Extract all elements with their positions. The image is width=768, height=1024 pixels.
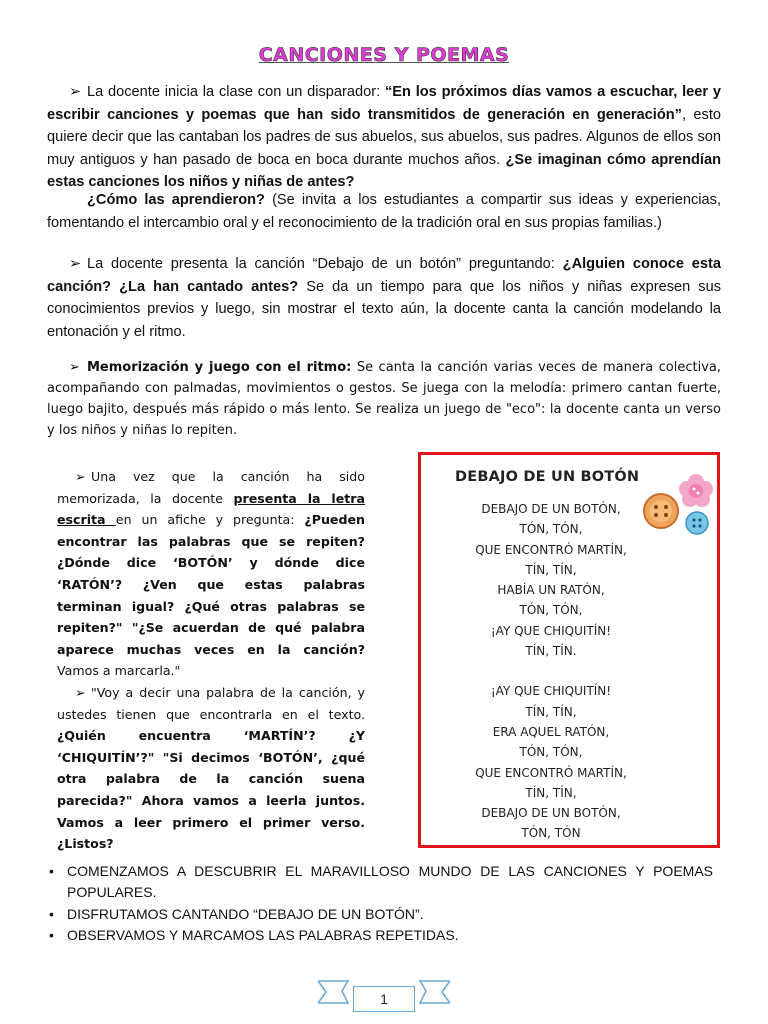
verse-line: ¡AY QUE CHIQUITÍN! [490,623,612,638]
arrow-bullet-icon: ➢ [75,469,86,484]
intro-quote: “En los próximos días vamos a escuchar, leer y escribir canciones y poemas que han sido transmitidos de generación en generación” [47,84,722,123]
verse-line: TÍN, TÍN, [525,704,577,719]
poster-verses [421,499,681,844]
verse-line: DEBAJO DE UN BOTÓN, [481,502,621,516]
stanza-gap [421,661,681,681]
activity-underlined: presenta la letra escrita [57,490,365,528]
list-item-text: DISFRUTAMOS CANTANDO “DEBAJO DE UN BOTÓN”. [67,905,424,922]
buttons-decoration-icon [639,473,717,543]
poster-title: DEBAJO DE UN BOTÓN [455,469,640,485]
list-item-text: COMENZAMOS A DESCUBRIR EL MARAVILLOSO MUNDO DE LAS CANCIONES Y POEMAS POPULARES. [67,863,713,901]
intro-explanation: , esto quiere decir que las cantaban los padres de sus abuelos, sus abuelos, sus padres. Algunos de ellos son muy antiguos y han pasado de boca en boca durante muchos años. [47,106,721,168]
bullet-dot-icon: • [49,927,54,944]
intro-text: La docente inicia la clase con un disparador: [87,84,385,100]
verse-line: TÍN, TÍN, [525,562,577,577]
activity-closing: Vamos a marcarla." [57,663,181,679]
question-paragraph [47,189,721,234]
lyrics-activity-text [57,466,365,855]
arrow-bullet-icon: ➢ [69,256,82,272]
presentation-question: ¿Alguien conoce esta canción? ¿La han cantado antes? [47,256,721,295]
presentation-paragraph [47,253,721,343]
arrow-bullet-icon: ➢ [69,84,82,100]
verse-line: TÍN, TÍN. [525,644,577,659]
activity-text-2: en un afiche y pregunta: [115,512,305,528]
verse-line: QUE ENCONTRÓ MARTÍN, [475,542,627,557]
intro-question: ¿Se imaginan cómo aprendían estas canciones los niños y niñas de antes? [47,151,721,190]
list-item-text: OBSERVAMOS Y MARCAMOS LAS PALABRAS REPETIDAS. [67,927,459,944]
bullet-dot-icon: • [49,863,54,879]
verse-line: TÓN, TÓN [521,826,581,841]
bullet-dot-icon: • [49,905,54,922]
activity-text: Una vez que la canción ha sido memorizada, la docente [57,469,365,506]
intro-paragraph [47,81,721,194]
list-item [47,861,713,904]
verse-line: TÓN, TÓN, [519,745,583,760]
presentation-text: La docente presenta la canción “Debajo de un botón” preguntando: [87,256,563,272]
activity-questions: ¿Pueden encontrar las palabras que se repiten? ¿Dónde dice ‘BOTÓN’ y dónde dice ‘RATÓN’? ¿Ven que estas palabras terminan igual? ¿Qué otras palabras se repiten?" "¿Se acuerdan de qué palabra aparece muchas veces en la canción? [57,512,365,657]
list-item [47,925,713,946]
memorization-paragraph [47,357,721,441]
memorization-text: Se canta la canción varias veces de manera colectiva, acompañando con palmadas, movimientos o gestos. Se juega con la melodía: primero cantan fuerte, luego bajito, después más rápido o más lento. Se realiza un juego de "eco": la docente canta un verso y los niños y niñas lo repiten. [47,360,722,438]
verse-line: ERA AQUEL RATÓN, [492,724,610,739]
song-poster [418,452,720,848]
verse-line: TÍN, TÍN, [525,785,577,800]
verse-line: TÓN, TÓN, [519,603,583,618]
list-item [47,904,713,925]
verse-line: HABÍA UN RATÓN, [497,583,605,598]
objectives-list [47,861,713,947]
verse-line: DEBAJO DE UN BOTÓN, [481,806,621,821]
page-number: 1 [353,986,415,1012]
verse-line: ¡AY QUE CHIQUITÍN! [490,684,612,699]
presentation-rest: Se da un tiempo para que los niños y niñas expresen sus conocimientos previos y luego, sin mostrar el texto aún, la docente canta la canción modelando la entonación y el ritmo. [47,278,721,340]
page-title: CANCIONES Y POEMAS [258,44,510,66]
memorization-heading: Memorización y juego con el ritmo: [87,360,352,375]
verse-line: TÓN, TÓN, [519,522,583,537]
question-text: (Se invita a los estudiantes a compartir sus ideas y experiencias, fomentando el intercambio oral y el reconocimiento de la tradición oral en sus propias familias.) [47,192,721,231]
game-text: "Voy a decir una palabra de la canción, y ustedes tienen que encontrarla en el texto. [57,684,365,722]
arrow-bullet-icon: ➢ [69,360,80,375]
verse-line: QUE ENCONTRÓ MARTÍN, [475,765,627,780]
question-bold: ¿Cómo las aprendieron? [87,192,265,208]
arrow-bullet-icon: ➢ [75,684,86,700]
game-questions: ¿Quién encuentra ‘MARTÍN’? ¿Y ‘CHIQUITÍN’?" "Si decimos ‘BOTÓN’, ¿qué otra palabra de la canción suena parecida?" Ahora vamos a leerla juntos. Vamos a leer primero el primer verso. ¿Listos? [57,728,365,852]
